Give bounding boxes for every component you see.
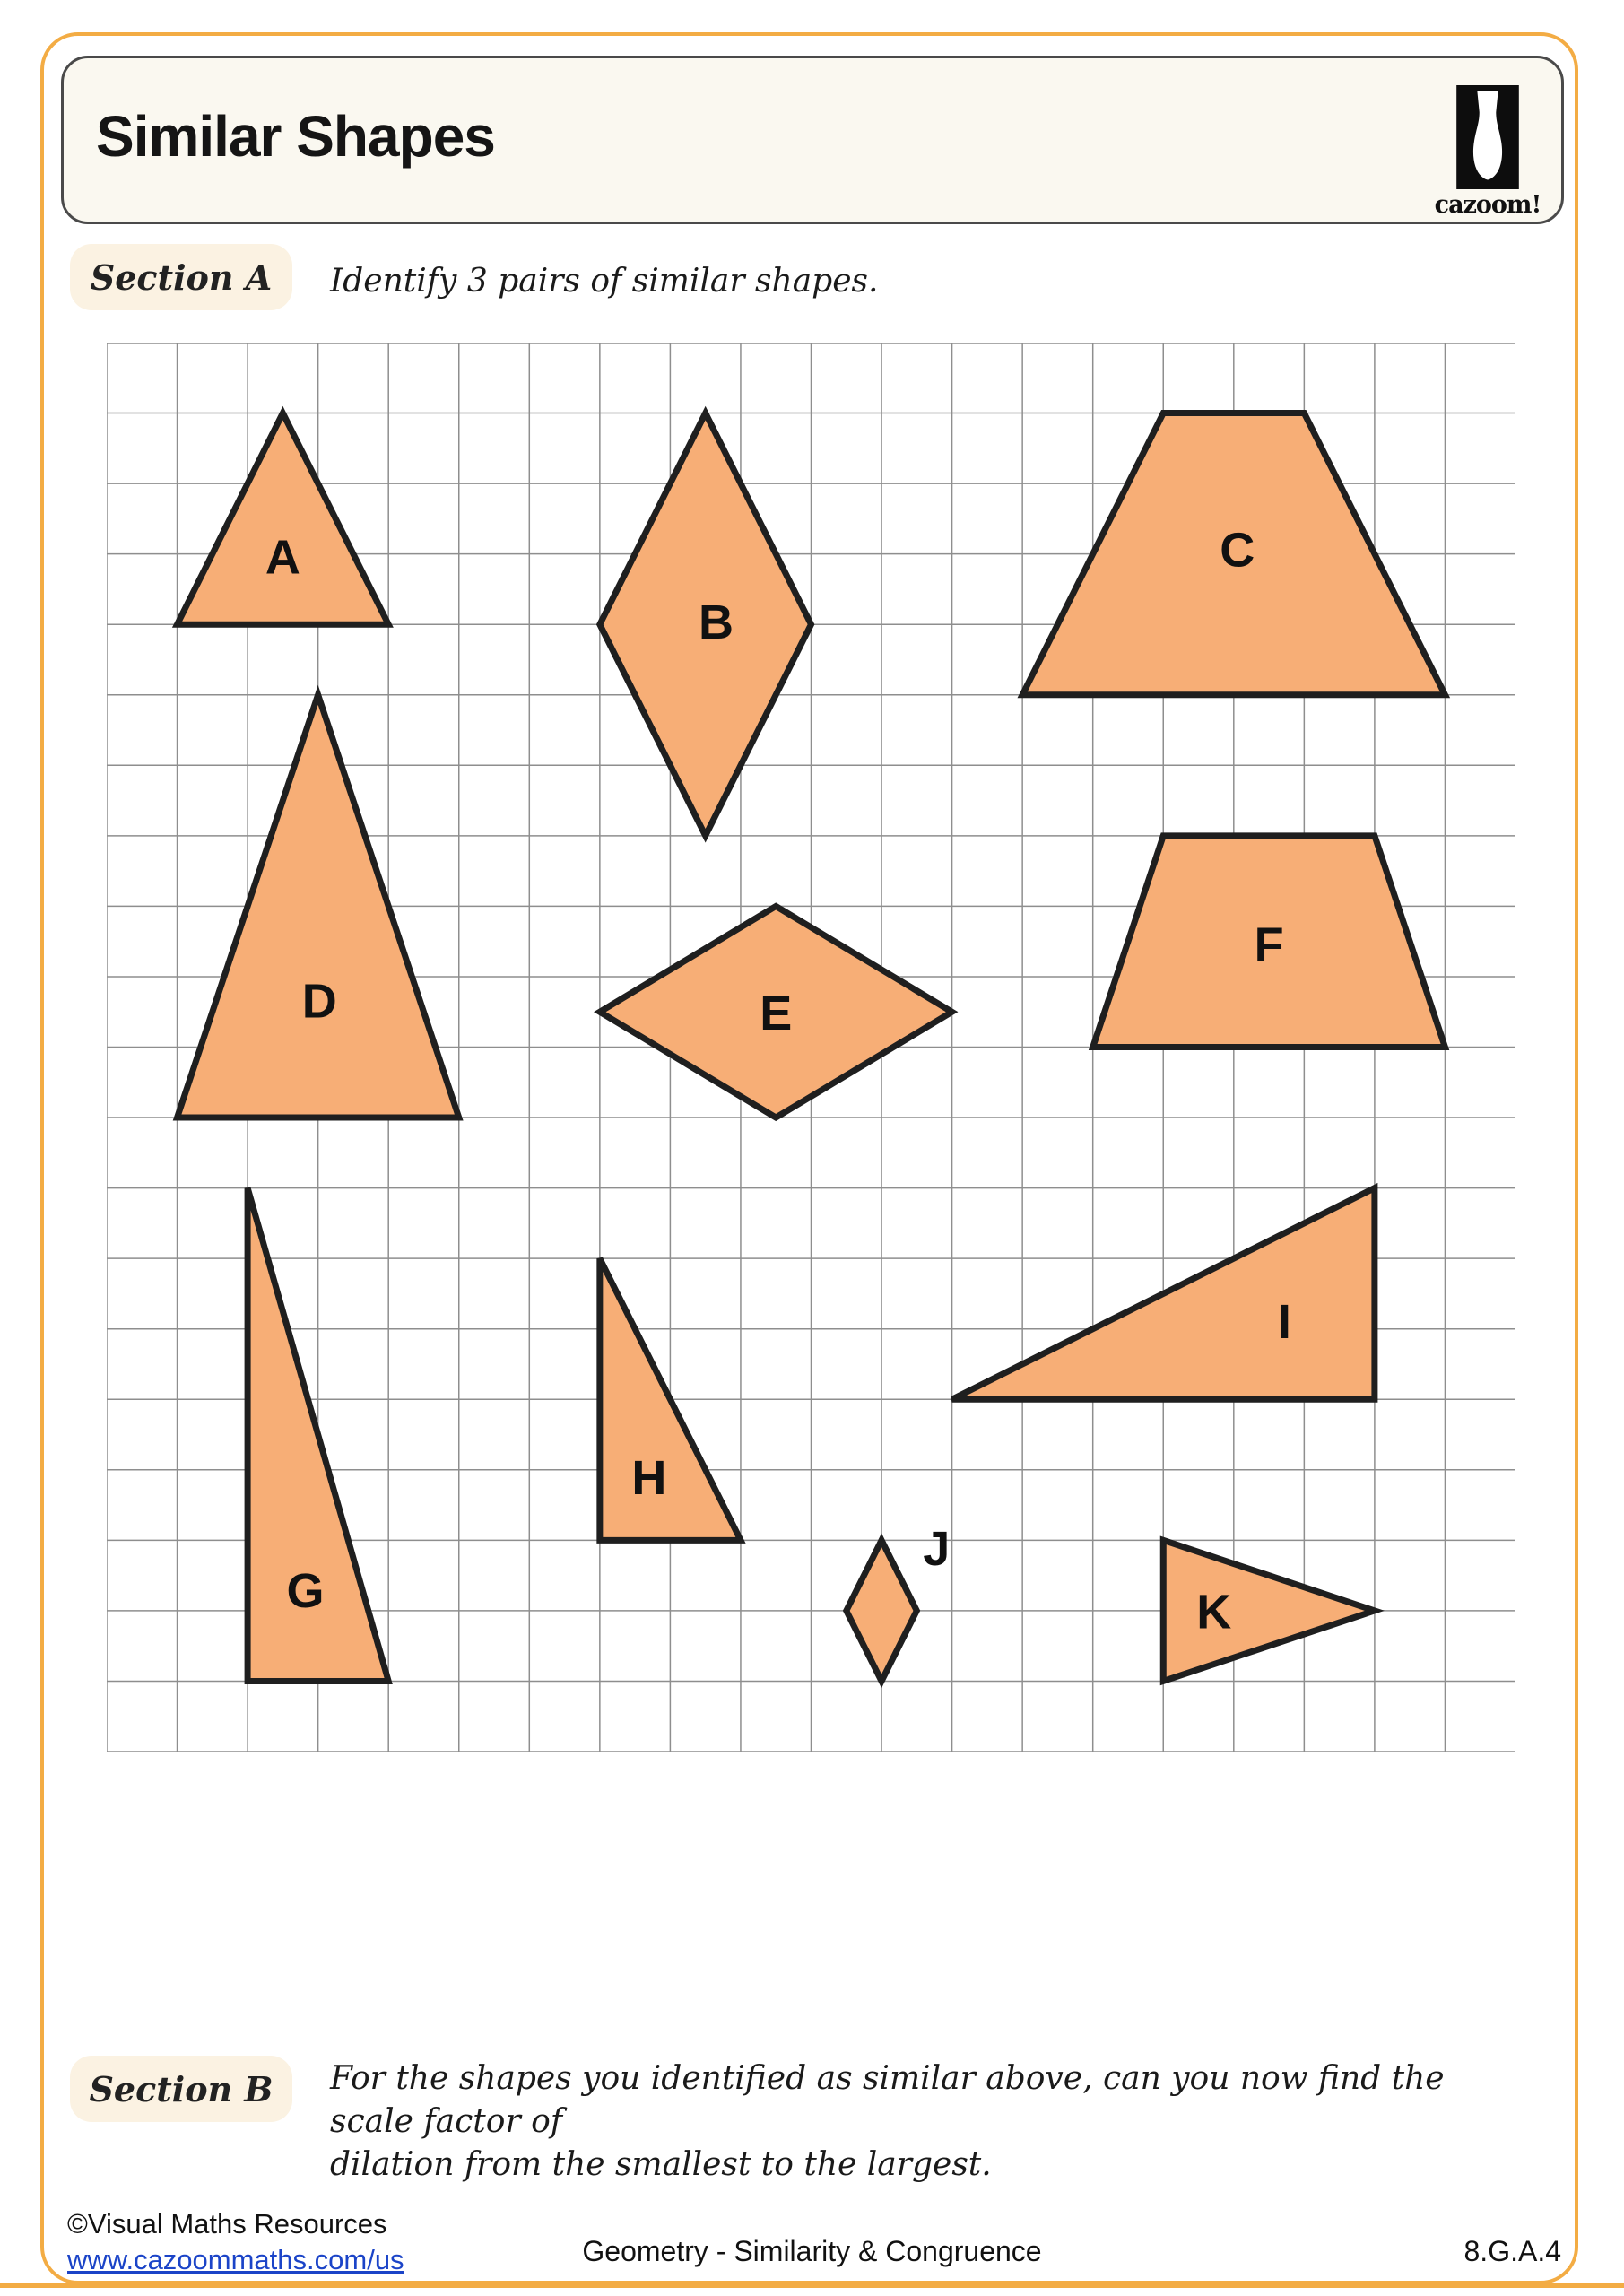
shape-label-K: K bbox=[1196, 1585, 1232, 1639]
shape-label-D: D bbox=[301, 974, 337, 1029]
section-b-instruction-line2: dilation from the smallest to the largest. bbox=[330, 2146, 992, 2183]
section-a-label: Section A bbox=[70, 244, 292, 310]
shape-label-I: I bbox=[1277, 1294, 1291, 1349]
shape-label-A: A bbox=[265, 530, 300, 585]
shape-label-F: F bbox=[1254, 918, 1284, 972]
section-b-instruction-line1: For the shapes you identified as similar above, can you now find the scale factor of bbox=[330, 2060, 1445, 2140]
shape-K bbox=[1163, 1540, 1375, 1681]
footer-accent-bar bbox=[0, 2283, 1624, 2288]
section-b-label: Section B bbox=[70, 2056, 292, 2122]
section-a-instruction: Identify 3 pairs of similar shapes. bbox=[330, 263, 879, 300]
shape-label-C: C bbox=[1220, 523, 1255, 578]
footer-topic: Geometry - Similarity & Congruence bbox=[582, 2235, 1042, 2267]
cazoom-logo bbox=[1434, 85, 1541, 219]
shape-label-G: G bbox=[286, 1563, 325, 1618]
shapes-grid bbox=[107, 343, 1515, 1752]
shape-J bbox=[847, 1540, 917, 1681]
page-title: Similar Shapes bbox=[96, 104, 495, 169]
copyright-text: ©Visual Maths Resources bbox=[67, 2208, 387, 2239]
shape-label-J: J bbox=[923, 1521, 951, 1576]
shape-label-H: H bbox=[631, 1451, 667, 1506]
shape-label-E: E bbox=[760, 986, 793, 1040]
section-b-instruction bbox=[330, 2057, 1514, 2187]
worksheet-header bbox=[61, 56, 1564, 224]
hourglass-icon bbox=[1456, 85, 1519, 189]
standard-code: 8.G.A.4 bbox=[1463, 2235, 1561, 2267]
shape-A bbox=[178, 413, 389, 625]
logo-wordmark: cazoom! bbox=[1434, 191, 1541, 219]
shape-label-B: B bbox=[698, 595, 734, 649]
cazoom-link[interactable]: www.cazoommaths.com/us bbox=[67, 2244, 404, 2275]
